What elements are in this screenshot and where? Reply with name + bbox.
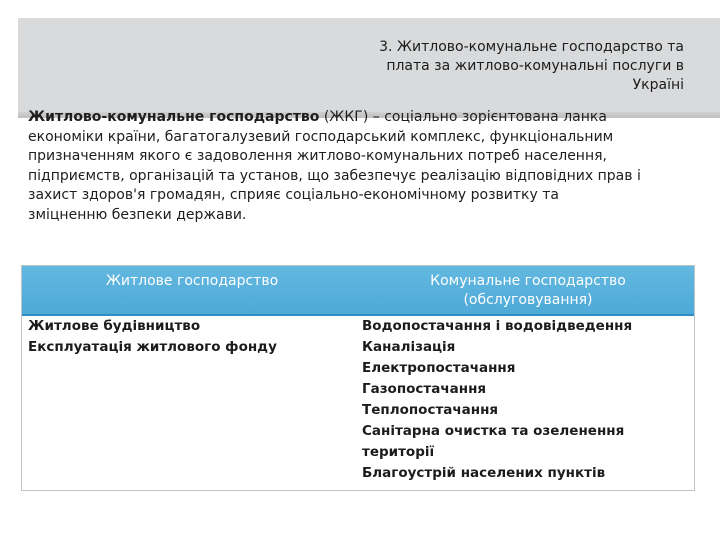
list-item: Електропостачання [362, 360, 516, 376]
header-utilities-label: Комунальне господарство [430, 273, 626, 289]
intro-line: призначенням якого є задоволення житлово-комунальних потреб населення, [28, 148, 607, 164]
list-item: Благоустрій населених пунктів [362, 465, 606, 481]
slide-title [344, 38, 684, 95]
list-item: Житлове будівництво [28, 318, 201, 334]
list-item: Газопостачання [362, 381, 487, 397]
structure-table [21, 265, 695, 491]
title-line: 3. Житлово-комунальне господарство та [379, 39, 684, 55]
intro-line-1-rest: (ЖКГ) – соціально зорієнтована ланка [319, 109, 607, 125]
intro-line: зміцненню безпеки держави. [28, 206, 247, 223]
header-housing [22, 272, 362, 291]
table-header-row [22, 266, 694, 314]
header-housing-label: Житлове господарство [105, 273, 279, 289]
utilities-column [362, 316, 692, 484]
list-item: Експлуатація житлового фонду [28, 339, 277, 355]
list-item: території [362, 444, 435, 460]
intro-line-1 [28, 108, 688, 128]
list-item: Каналізація [362, 339, 456, 355]
intro-line: економіки країни, багатогалузевий господарський комплекс, функціональним [28, 128, 614, 145]
list-item: Теплопостачання [362, 402, 499, 418]
intro-line: підприємств, організацій та установ, що забезпечує реалізацію відповідних прав і [28, 167, 641, 184]
intro-paragraph [28, 108, 688, 225]
intro-line: захист здоров'я громадян, сприяє соціально-економічному розвитку та [28, 187, 559, 203]
housing-column [28, 316, 348, 358]
list-item: Водопостачання і водовідведення [362, 318, 633, 334]
title-line: Україні [632, 77, 684, 93]
list-item: Санітарна очистка та озеленення [362, 423, 625, 439]
title-line: плата за житлово-комунальні послуги в [386, 58, 684, 74]
intro-lead-term: Житлово-комунальне господарство [28, 109, 320, 125]
header-utilities [362, 272, 694, 310]
header-utilities-sublabel: (обслуговування) [463, 292, 593, 308]
